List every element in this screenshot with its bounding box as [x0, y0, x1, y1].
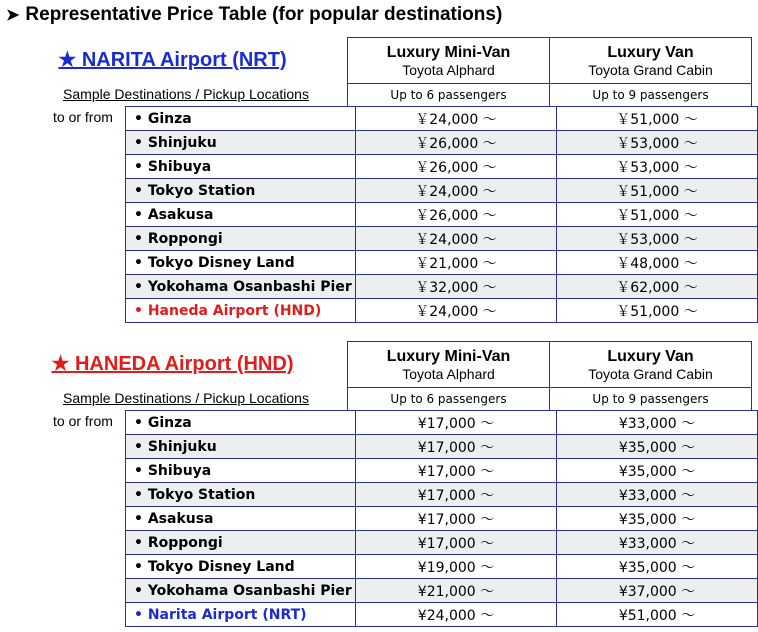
minivan-price-cell: ￥26,000 〜: [355, 155, 556, 179]
van-price-cell: ￥51,000 〜: [556, 179, 757, 203]
minivan-price-cell: ¥17,000 〜: [355, 435, 556, 459]
table-row: [126, 179, 758, 203]
table-row: [126, 531, 758, 555]
narita-section: [0, 37, 758, 327]
van-price-cell: ￥53,000 〜: [556, 227, 757, 251]
minivan-price-cell: ￥24,000 〜: [355, 107, 556, 131]
van-price-cell: ￥62,000 〜: [556, 275, 757, 299]
destination-cell-highlight: • Narita Airport (NRT): [126, 603, 356, 627]
destination-cell: • Asakusa: [126, 507, 356, 531]
minivan-price-cell: ¥17,000 〜: [355, 507, 556, 531]
van-price-cell: ￥51,000 〜: [556, 107, 757, 131]
van-price-cell: ￥48,000 〜: [556, 251, 757, 275]
table-row: [126, 459, 758, 483]
destination-cell: • Yokohama Osanbashi Pier: [126, 275, 356, 299]
haneda-to-or-from: to or from: [53, 413, 113, 429]
minivan-capacity: Up to 6 passengers: [348, 84, 550, 107]
narita-price-table: [125, 106, 758, 323]
van-column-header: [550, 38, 752, 84]
table-row: [126, 203, 758, 227]
minivan-name: Luxury Mini-Van: [386, 347, 511, 365]
van-capacity: Up to 9 passengers: [550, 84, 752, 107]
minivan-price-cell: ¥21,000 〜: [355, 579, 556, 603]
destination-cell: • Tokyo Disney Land: [126, 555, 356, 579]
van-price-cell: ¥35,000 〜: [556, 555, 757, 579]
minivan-model: Toyota Alphard: [402, 61, 495, 78]
destination-cell: • Asakusa: [126, 203, 356, 227]
minivan-price-cell: ¥19,000 〜: [355, 555, 556, 579]
van-price-cell: ￥51,000 〜: [556, 203, 757, 227]
table-row: [126, 251, 758, 275]
minivan-price-cell: ¥17,000 〜: [355, 411, 556, 435]
van-capacity: Up to 9 passengers: [550, 388, 752, 411]
haneda-price-table: [125, 410, 758, 627]
arrow-icon: ➤: [6, 7, 20, 24]
destination-cell: • Tokyo Station: [126, 179, 356, 203]
van-price-cell: ¥37,000 〜: [556, 579, 757, 603]
van-price-cell: ¥35,000 〜: [556, 459, 757, 483]
table-row: [126, 411, 758, 435]
minivan-price-cell: ¥17,000 〜: [355, 531, 556, 555]
table-row: [126, 299, 758, 323]
table-row: [126, 483, 758, 507]
destination-cell: • Ginza: [126, 107, 356, 131]
destination-cell-highlight: • Haneda Airport (HND): [126, 299, 356, 323]
haneda-section: [0, 341, 758, 631]
minivan-price-cell: ￥24,000 〜: [355, 179, 556, 203]
van-price-cell: ¥35,000 〜: [556, 435, 757, 459]
minivan-price-cell: ¥17,000 〜: [355, 459, 556, 483]
destination-cell: • Shibuya: [126, 155, 356, 179]
minivan-price-cell: ￥24,000 〜: [355, 227, 556, 251]
table-row: [126, 603, 758, 627]
table-row: [126, 435, 758, 459]
van-name: Luxury Van: [607, 43, 694, 61]
van-price-cell: ¥33,000 〜: [556, 483, 757, 507]
destination-cell: • Tokyo Disney Land: [126, 251, 356, 275]
minivan-price-cell: ￥24,000 〜: [355, 299, 556, 323]
van-model: Toyota Grand Cabin: [588, 365, 713, 382]
table-row: [126, 131, 758, 155]
table-row: [126, 155, 758, 179]
minivan-price-cell: ￥26,000 〜: [355, 203, 556, 227]
destination-cell: • Ginza: [126, 411, 356, 435]
minivan-capacity: Up to 6 passengers: [348, 388, 550, 411]
van-column-header: [550, 342, 752, 388]
table-row: [126, 275, 758, 299]
destination-cell: • Roppongi: [126, 227, 356, 251]
destination-cell: • Yokohama Osanbashi Pier: [126, 579, 356, 603]
narita-title: ★ NARITA Airport (NRT): [58, 49, 287, 71]
haneda-sample-label: Sample Destinations / Pickup Locations: [63, 390, 309, 406]
minivan-column-header: [348, 342, 550, 388]
table-row: [126, 107, 758, 131]
page-heading-text: Representative Price Table (for popular destinations): [25, 4, 503, 25]
destination-cell: • Shinjuku: [126, 131, 356, 155]
minivan-price-cell: ￥21,000 〜: [355, 251, 556, 275]
minivan-price-cell: ￥26,000 〜: [355, 131, 556, 155]
haneda-vehicle-header: [347, 341, 752, 411]
destination-cell: • Tokyo Station: [126, 483, 356, 507]
van-price-cell: ¥33,000 〜: [556, 411, 757, 435]
van-model: Toyota Grand Cabin: [588, 61, 713, 78]
narita-to-or-from: to or from: [53, 109, 113, 125]
minivan-price-cell: ¥17,000 〜: [355, 483, 556, 507]
table-row: [126, 507, 758, 531]
table-row: [126, 227, 758, 251]
van-price-cell: ¥33,000 〜: [556, 531, 757, 555]
minivan-model: Toyota Alphard: [402, 365, 495, 382]
destination-cell: • Roppongi: [126, 531, 356, 555]
minivan-price-cell: ¥24,000 〜: [355, 603, 556, 627]
destination-cell: • Shinjuku: [126, 435, 356, 459]
van-price-cell: ¥51,000 〜: [556, 603, 757, 627]
van-price-cell: ¥35,000 〜: [556, 507, 757, 531]
destination-cell: • Shibuya: [126, 459, 356, 483]
narita-vehicle-header: [347, 37, 752, 107]
minivan-price-cell: ￥32,000 〜: [355, 275, 556, 299]
page-heading: [6, 4, 502, 28]
van-price-cell: ￥51,000 〜: [556, 299, 757, 323]
minivan-column-header: [348, 38, 550, 84]
van-name: Luxury Van: [607, 347, 694, 365]
table-row: [126, 579, 758, 603]
van-price-cell: ￥53,000 〜: [556, 131, 757, 155]
van-price-cell: ￥53,000 〜: [556, 155, 757, 179]
minivan-name: Luxury Mini-Van: [386, 43, 511, 61]
narita-sample-label: Sample Destinations / Pickup Locations: [63, 86, 309, 102]
haneda-title: ★ HANEDA Airport (HND): [51, 353, 294, 375]
table-row: [126, 555, 758, 579]
